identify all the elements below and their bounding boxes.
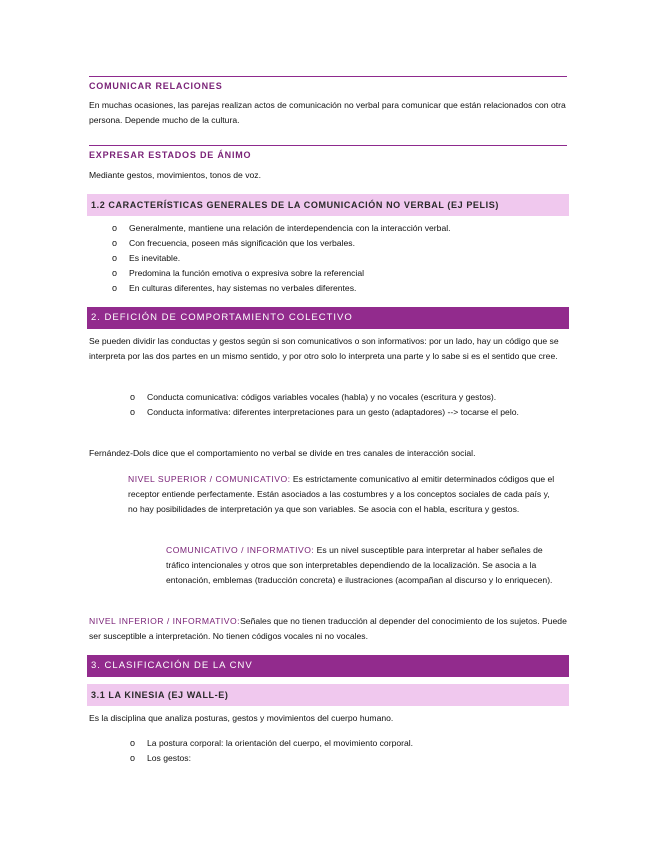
list-item: o En culturas diferentes, hay sistemas no verbales diferentes. xyxy=(129,281,569,296)
bullet-icon: o xyxy=(130,407,136,417)
section-heading-clasificacion: 3. CLASIFICACIÓN DE LA CNV xyxy=(87,655,569,677)
paragraph-kinesia: Es la disciplina que analiza posturas, gestos y movimientos del cuerpo humano. xyxy=(89,713,394,723)
list-item: o Con frecuencia, poseen más significación que los verbales. xyxy=(129,236,569,251)
section-heading-comunicar: COMUNICAR RELACIONES xyxy=(89,76,567,91)
bullet-icon: o xyxy=(130,753,136,763)
list-item: o La postura corporal: la orientación del cuerpo, el movimiento corporal. xyxy=(147,736,557,751)
list-item: o Predomina la función emotiva o expresiva sobre la referencial xyxy=(129,266,569,281)
list-kinesia xyxy=(130,736,557,766)
paragraph-comunicativo: COMUNICATIVO / INFORMATIVO: Es un nivel susceptible para interpretar al haber señales de tráfico intencionales y otros que son interpretables dependiendo de la localización. Se asocia a la entonación, emblemas (traducción concreta) e ilustraciones (acompañan al discurso y lo enriquecen). xyxy=(166,545,553,585)
list-item: o Los gestos: xyxy=(147,751,557,766)
section-heading-caracteristicas: 1.2 CARACTERÍSTICAS GENERALES DE LA COMUNICACIÓN NO VERBAL (EJ PELIS) xyxy=(87,194,569,216)
list-caracteristicas xyxy=(112,221,569,296)
paragraph-fernandez: Fernández-Dols dice que el comportamiento no verbal se divide en tres canales de interacción social. xyxy=(89,448,476,458)
list-conductas xyxy=(130,390,557,420)
paragraph-nivel-inferior: NIVEL INFERIOR / INFORMATIVO:Señales que no tienen traducción al depender del conocimiento de los sujetos. Puede ser susceptible a interpretación. No tienen códigos vocales ni no vocales. xyxy=(89,616,567,641)
paragraph-definicion: Se pueden dividir las conductas y gestos según si son comunicativos o son informativos: por un lado, hay un código que se interpreta por las dos partes en un mismo sentido, y por otro solo lo interpreta una parte y lo sabe si es el sentido que cree. xyxy=(89,336,559,361)
label-nivel-inferior: NIVEL INFERIOR / INFORMATIVO: xyxy=(89,616,241,626)
bullet-icon: o xyxy=(112,238,118,248)
bullet-icon: o xyxy=(112,268,118,278)
section-heading-kinesia: 3.1 LA KINESIA (EJ WALL-E) xyxy=(87,684,569,706)
paragraph-comunicar: En muchas ocasiones, las parejas realizan actos de comunicación no verbal para comunicar que están relacionados con otra persona. Depende mucho de la cultura. xyxy=(89,100,566,125)
list-item: o Conducta comunicativa: códigos variables vocales (habla) y no vocales (escritura y gestos). xyxy=(147,390,557,405)
list-item: o Es inevitable. xyxy=(129,251,569,266)
bullet-icon: o xyxy=(112,223,118,233)
bullet-icon: o xyxy=(112,253,118,263)
section-heading-definicion: 2. DEFICIÓN DE COMPORTAMIENTO COLECTIVO xyxy=(87,307,569,329)
paragraph-nivel-superior: NIVEL SUPERIOR / COMUNICATIVO: Es estrictamente comunicativo al emitir determinados códigos que el receptor entiende perfectamente. Están asociados a las costumbres y a los conceptos sociales de cada país y, no hay posibilidades de interpretación ya que son variables. Se asocia con el habla, escritura y gestos. xyxy=(128,474,555,514)
bullet-icon: o xyxy=(130,392,136,402)
bullet-icon: o xyxy=(112,283,118,293)
list-item: o Conducta informativa: diferentes interpretaciones para un gesto (adaptadores) --> tocarse el pelo. xyxy=(147,405,557,420)
bullet-icon: o xyxy=(130,738,136,748)
label-comunicativo: COMUNICATIVO / INFORMATIVO: xyxy=(166,545,315,555)
label-nivel-superior: NIVEL SUPERIOR / COMUNICATIVO: xyxy=(128,474,291,484)
paragraph-expresar: Mediante gestos, movimientos, tonos de voz. xyxy=(89,170,261,180)
section-heading-expresar: EXPRESAR ESTADOS DE ÁNIMO xyxy=(89,145,567,160)
list-item: o Generalmente, mantiene una relación de interdependencia con la interacción verbal. xyxy=(129,221,569,236)
